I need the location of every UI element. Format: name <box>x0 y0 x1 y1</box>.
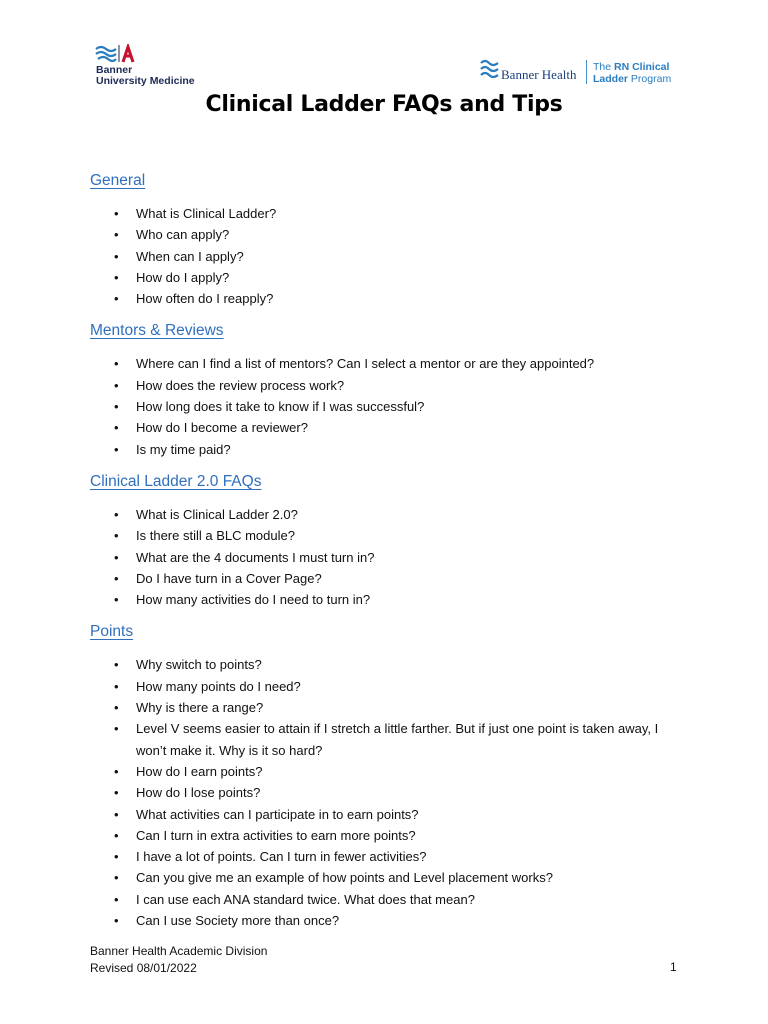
section-heading-clinical-ladder-2-faqs[interactable]: Clinical Ladder 2.0 FAQs <box>90 472 262 490</box>
list-item: • How do I lose points? <box>90 782 690 803</box>
list-item: • When can I apply? <box>90 246 690 267</box>
section-general <box>90 170 690 309</box>
rn-clinical-ladder-program-label: The RN Clinical Ladder Program <box>593 61 672 85</box>
list-item: • Is my time paid? <box>90 439 690 460</box>
list-item: • What is Clinical Ladder 2.0? <box>90 504 690 525</box>
list-item: • Why switch to points? <box>90 654 690 675</box>
list-item: • I can use each ANA standard twice. What does that mean? <box>90 889 690 910</box>
section-heading-points[interactable]: Points <box>90 623 134 641</box>
section-heading-general[interactable]: General <box>90 172 146 189</box>
list-item: • What activities can I participate in to earn points? <box>90 804 690 825</box>
banner-health-wave-icon <box>480 58 500 80</box>
page-footer <box>90 943 267 977</box>
list-item: • How do I earn points? <box>90 761 690 782</box>
banner-wave-icon <box>95 44 145 64</box>
footer-division: Banner Health Academic Division <box>90 944 268 958</box>
list-item: • What is Clinical Ladder? <box>90 203 690 224</box>
banner-university-medicine-logo <box>95 44 205 92</box>
list-item: • Do I have turn in a Cover Page? <box>90 568 690 589</box>
list-item: • How do I become a reviewer? <box>90 417 690 438</box>
list-item: • How does the review process work? <box>90 375 690 396</box>
list-item: • Where can I find a list of mentors? Can I select a mentor or are they appointed? <box>90 353 690 374</box>
page-title: Clinical Ladder FAQs and Tips <box>205 92 563 117</box>
section-mentors-reviews <box>90 320 690 459</box>
list-item: • Is there still a BLC module? <box>90 525 690 546</box>
section-clinical-ladder-2-faqs <box>90 471 690 610</box>
logo-divider <box>586 60 587 84</box>
list-item: • Can I use Society more than once? <box>90 910 690 931</box>
list-item: • Can you give me an example of how points and Level placement works? <box>90 867 690 888</box>
section-heading-mentors-reviews[interactable]: Mentors & Reviews <box>90 322 224 340</box>
page-number: 1 <box>670 960 677 974</box>
list-item: • Can I turn in extra activities to earn more points? <box>90 825 690 846</box>
list-item: • How long does it take to know if I was successful? <box>90 396 690 417</box>
faq-content <box>90 170 690 942</box>
list-item: • Level V seems easier to attain if I stretch a little farther. But if just one point is taken away, I won’t make it. Why is it so hard? <box>90 718 690 761</box>
list-item: • What are the 4 documents I must turn in? <box>90 547 690 568</box>
left-logo-line2: University Medicine <box>96 75 195 87</box>
banner-health-rn-clinical-ladder-logo <box>480 58 670 86</box>
list-item: • How do I apply? <box>90 267 690 288</box>
section-points <box>90 621 690 931</box>
list-item: • How many activities do I need to turn in? <box>90 589 690 610</box>
list-item: • Who can apply? <box>90 224 690 245</box>
list-item: • Why is there a range? <box>90 697 690 718</box>
footer-revised-date: Revised 08/01/2022 <box>90 961 197 975</box>
banner-health-wordmark: Banner Health <box>501 67 577 82</box>
list-item: • How many points do I need? <box>90 676 690 697</box>
list-item: • I have a lot of points. Can I turn in fewer activities? <box>90 846 690 867</box>
list-item: • How often do I reapply? <box>90 288 690 309</box>
left-logo-line1: Banner <box>96 64 133 76</box>
